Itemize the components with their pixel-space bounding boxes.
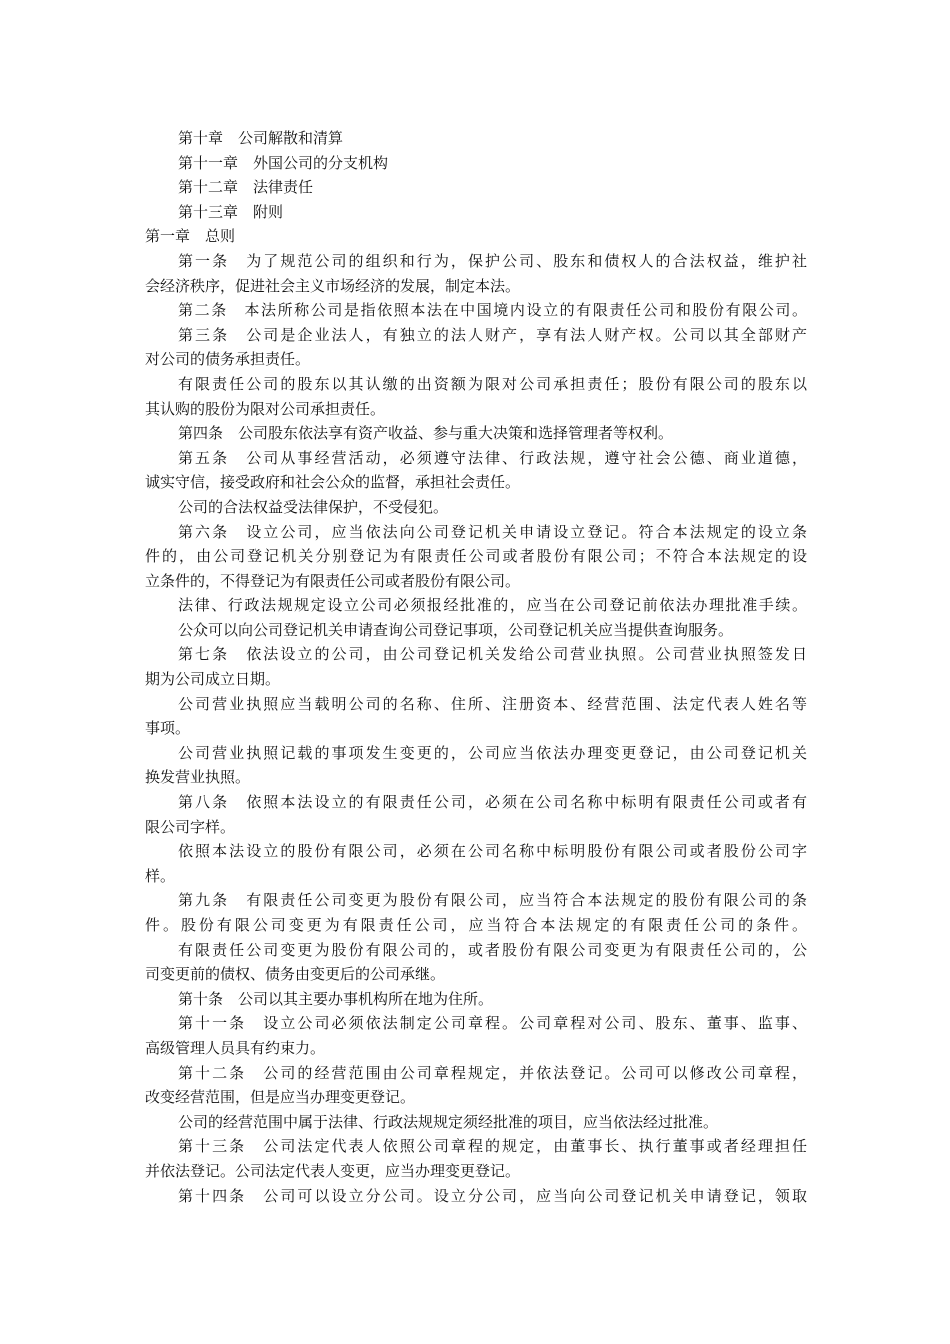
text-line: 公司营业执照记载的事项发生变更的，公司应当依法办理变更登记，由公司登记机关 [178, 743, 807, 762]
text-line: 司变更前的债权、债务由变更后的公司承继。 [145, 965, 446, 984]
text-line: 第十三条 公司法定代表人依照公司章程的规定，由董事长、执行董事或者经理担任 [178, 1137, 807, 1156]
text-line: 事项。 [145, 719, 191, 738]
text-line: 第十一条 设立公司必须依法制定公司章程。公司章程对公司、股东、董事、监事、 [178, 1014, 807, 1033]
text-line: 第十二条 公司的经营范围由公司章程规定，并依法登记。公司可以修改公司章程， [178, 1063, 807, 1082]
text-line: 高级管理人员具有约束力。 [145, 1038, 326, 1057]
toc-entry: 第十二章 法律责任 [178, 178, 314, 197]
text-line: 立条件的，不得登记为有限责任公司或者股份有限公司。 [145, 571, 521, 590]
text-line: 公司的合法权益受法律保护，不受侵犯。 [178, 497, 449, 516]
text-line: 第一条 为了规范公司的组织和行为，保护公司、股东和债权人的合法权益，维护社 [178, 251, 807, 270]
text-line: 换发营业执照。 [145, 768, 251, 787]
text-line: 依照本法设立的股份有限公司，必须在公司名称中标明股份有限公司或者股份公司字 [178, 842, 807, 861]
chapter-heading: 第一章 总则 [145, 227, 236, 246]
text-line: 第八条 依照本法设立的有限责任公司，必须在公司名称中标明有限责任公司或者有 [178, 793, 807, 812]
text-line: 第七条 依法设立的公司，由公司登记机关发给公司营业执照。公司营业执照签发日 [178, 645, 807, 664]
text-line: 其认购的股份为限对公司承担责任。 [145, 399, 386, 418]
text-line: 法律、行政法规规定设立公司必须报经批准的，应当在公司登记前依法办理批准手续。 [178, 596, 807, 615]
toc-entry: 第十章 公司解散和清算 [178, 129, 344, 147]
text-line: 第十条 公司以其主要办事机构所在地为住所。 [178, 989, 494, 1008]
text-line: 公众可以向公司登记机关申请查询公司登记事项，公司登记机关应当提供查询服务。 [178, 620, 734, 639]
text-line: 件的，由公司登记机关分别登记为有限责任公司或者股份有限公司；不符合本法规定的设 [145, 547, 807, 566]
text-line: 限公司字样。 [145, 817, 236, 836]
text-line: 第四条 公司股东依法享有资产收益、参与重大决策和选择管理者等权利。 [178, 424, 674, 443]
text-line: 第五条 公司从事经营活动，必须遵守法律、行政法规，遵守社会公德、商业道德， [178, 448, 807, 467]
toc-entry: 第十一章 外国公司的分支机构 [178, 153, 389, 172]
text-line: 件。股份有限公司变更为有限责任公司，应当符合本法规定的有限责任公司的条件。 [145, 916, 807, 934]
text-line: 公司的经营范围中属于法律、行政法规规定须经批准的项目，应当依法经过批准。 [178, 1112, 719, 1131]
text-line: 第三条 公司是企业法人，有独立的法人财产，享有法人财产权。公司以其全部财产 [178, 325, 807, 344]
text-line: 有限责任公司的股东以其认缴的出资额为限对公司承担责任；股份有限公司的股东以 [178, 374, 807, 393]
text-line: 期为公司成立日期。 [145, 670, 281, 689]
text-line: 改变经营范围，但是应当办理变更登记。 [145, 1088, 416, 1107]
text-line: 第十四条 公司可以设立分公司。设立分公司，应当向公司登记机关申请登记，领取 [178, 1186, 807, 1205]
text-line: 样。 [145, 866, 176, 885]
document-page [145, 126, 807, 1208]
text-line: 并依法登记。公司法定代表人变更，应当办理变更登记。 [145, 1161, 521, 1180]
text-line: 公司营业执照应当载明公司的名称、住所、注册资本、经营范围、法定代表人姓名等 [178, 694, 807, 713]
text-line: 诚实守信，接受政府和社会公众的监督，承担社会责任。 [145, 473, 521, 492]
text-line: 第九条 有限责任公司变更为股份有限公司，应当符合本法规定的股份有限公司的条 [178, 891, 807, 910]
text-line: 有限责任公司变更为股份有限公司的，或者股份有限公司变更为有限责任公司的，公 [178, 940, 807, 959]
toc-entry: 第十三章 附则 [178, 202, 284, 221]
text-line: 第二条 本法所称公司是指依照本法在中国境内设立的有限责任公司和股份有限公司。 [178, 301, 807, 320]
text-line: 对公司的债务承担责任。 [145, 350, 311, 369]
text-line: 第六条 设立公司，应当依法向公司登记机关申请设立登记。符合本法规定的设立条 [178, 522, 807, 541]
text-line: 会经济秩序，促进社会主义市场经济的发展，制定本法。 [145, 276, 521, 295]
